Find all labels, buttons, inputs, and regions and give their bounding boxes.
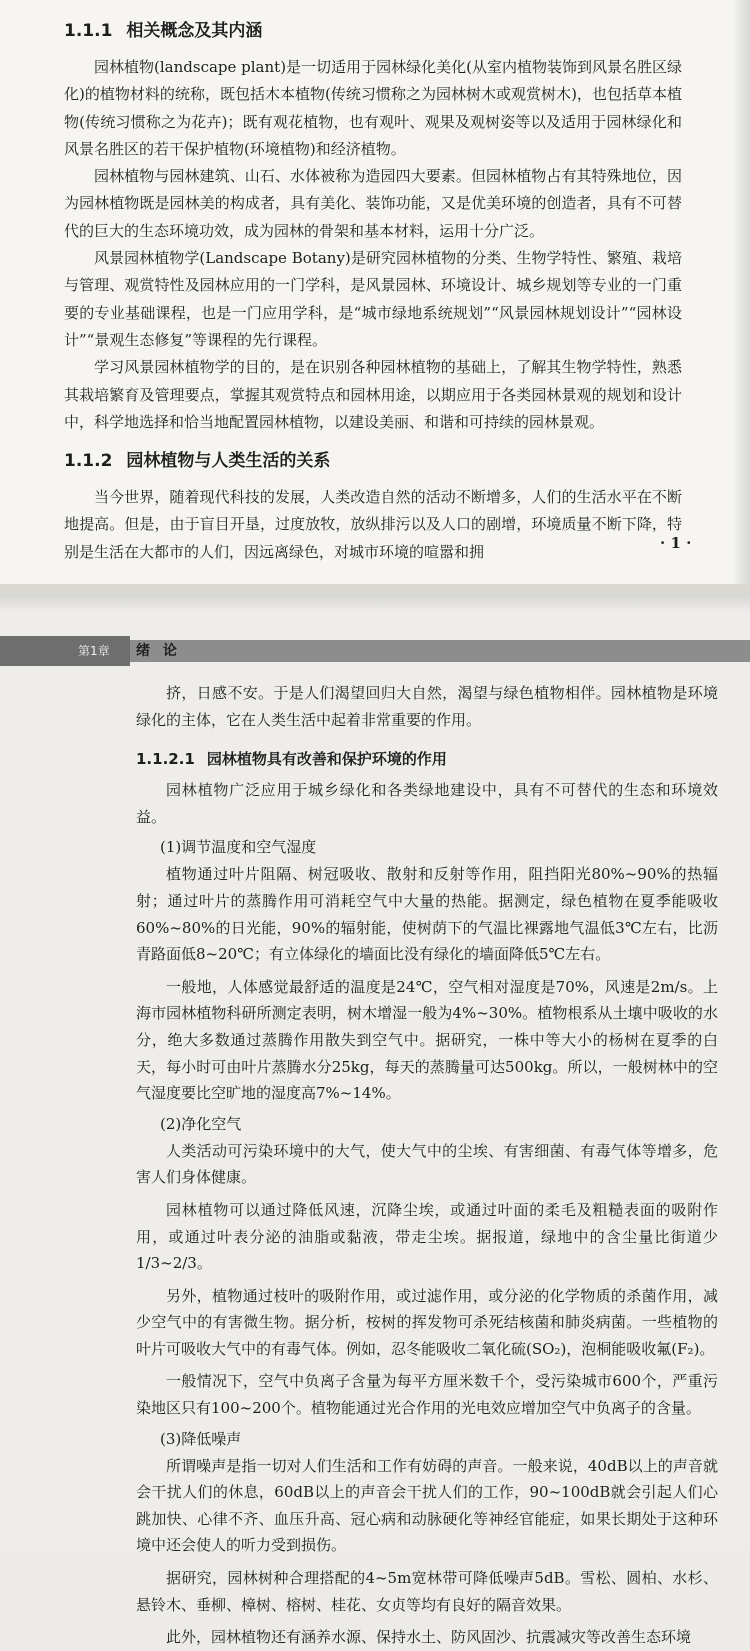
subsection-heading-1-1-2-1 [136, 745, 718, 773]
section-title: 园林植物与人类生活的关系 [126, 451, 331, 472]
section-title: 相关概念及其内涵 [126, 21, 263, 41]
paragraph: 人类活动可污染环境中的大气，使大气中的尘埃、有害细菌、有毒气体等增多，危害人们身体健康。 [136, 1141, 718, 1187]
paragraph: 另外，植物通过枝叶的吸附作用，或过滤作用，或分泌的化学物质的杀菌作用，减少空气中的有害微生物。据分析，桉树的挥发物可杀死结核菌和肺炎病菌。一些植物的叶片可吸收大气中的有毒气体。例如，忍冬能吸收二氧化硫(SO₂)，泡桐能吸收氟(F₂)。 [136, 1286, 718, 1358]
paragraph: 植物通过叶片阻隔、树冠吸收、散射和反射等作用，阻挡阳光80%~90%的热辐射；通过叶片的蒸腾作用可消耗空气中大量的热能。据测定，绿色植物在夏季能吸收60%~80%的日光能，90%的辐射能，使树荫下的气温比裸露地气温低3℃左右，比沥青路面低8~20℃；有立体绿化的墙面比没有绿化的墙面降低5℃左右。 [136, 865, 718, 964]
item-heading-temperature: (1)调节温度和空气湿度 [160, 838, 317, 857]
paragraph: 此外，园林植物还有涵养水源、保持水土、防风固沙、抗震减灾等改善生态环境 [166, 1628, 692, 1647]
paragraph: 一般地，人体感觉最舒适的温度是24℃，空气相对湿度是70%，风速是2m/s。上海市园林植物科研所测定表明，树木增湿一般为4%~30%。植物根系从土壤中吸收的水分，绝大多数通过蒸腾作用散失到空气中。据研究，一株中等大小的杨树在夏季的白天，每小时可由叶片蒸腾水分25kg，每天的蒸腾量可达500kg。所以，一般树林中的空气湿度要比空旷地的湿度高7%~14%。 [136, 977, 718, 1103]
section-heading-1-1-1 [64, 16, 682, 46]
subsection-title: 园林植物具有改善和保护环境的作用 [206, 750, 447, 769]
paragraph: 园林植物与园林建筑、山石、水体被称为造园四大要素。但园林植物占有其特殊地位，因为园林植物既是园林美的构成者，具有美化、装饰功能，又是优美环境的创造者，具有不可替代的巨大的生态环境功效，成为园林的骨架和基本材料，运用十分广泛。 [64, 167, 682, 240]
paragraph: 一般情况下，空气中负离子含量为每平方厘米数千个，受污染城市600个，严重污染地区只有100~200个。植物能通过光合作用的光电效应增加空气中负离子的含量。 [136, 1372, 718, 1418]
paragraph: 园林植物(landscape plant)是一切适用于园林绿化美化(从室内植物装饰到风景名胜区绿化)的植物材料的统称，既包括木本植物(传统习惯称之为园林树木或观赏树木)，也包括草本植物(传统习惯称之为花卉)；既有观花植物，也有观叶、观果及观树姿等以及适用于园林绿化和风景名胜区的若干保护植物(环境植物)和经济植物。 [64, 58, 682, 158]
page-1-content [64, 14, 682, 566]
running-header-title: 绪 论 [136, 643, 181, 659]
paragraph: 据研究，园林树种合理搭配的4~5m宽林带可降低噪声5dB。雪松、圆柏、水杉、悬铃木、垂柳、樟树、榕树、桂花、女贞等均有良好的隔音效果。 [136, 1569, 718, 1614]
item-heading-noise: (3)降低噪声 [160, 1429, 242, 1448]
section-number: 1.1.1 [64, 21, 113, 41]
paragraph: 当今世界，随着现代科技的发展，人类改造自然的活动不断增多，人们的生活水平在不断地提高。但是，由于盲目开垦，过度放牧，放纵排污以及人口的剧增，环境质量不断下降，特别是生活在大都市的人们，因远离绿色，对城市环境的喧嚣和拥 [64, 488, 682, 561]
item-heading-air: (2)净化空气 [160, 1114, 242, 1133]
paragraph: 园林植物广泛应用于城乡绿化和各类绿地建设中，具有不可替代的生态和环境效益。 [136, 781, 718, 826]
paragraph: 挤，日感不安。于是人们渴望回归大自然，渴望与绿色植物相伴。园林植物是环境绿化的主体，它在人类生活中起着非常重要的作用。 [136, 684, 718, 729]
paragraph: 所谓噪声是指一切对人们生活和工作有妨碍的声音。一般来说，40dB以上的声音就会干扰人们的休息，60dB以上的声音会干扰人们的工作，90~100dB就会引起人们心跳加快、心律不齐、血压升高、冠心病和动脉硬化等神经官能症，如果长期处于这种环境中还会使人的听力受到损伤。 [136, 1456, 718, 1555]
page-number: · 1 · [660, 534, 692, 552]
page-2 [0, 594, 750, 1647]
page-2-content [136, 680, 718, 1651]
subsection-number: 1.1.2.1 [136, 750, 195, 769]
running-header-chapter-box [0, 636, 130, 666]
section-heading-1-1-2 [64, 446, 682, 476]
page-gap [0, 584, 750, 594]
running-header-chapter: 第1章 [78, 644, 110, 658]
paragraph: 学习风景园林植物学的目的，是在识别各种园林植物的基础上，了解其生物学特性，熟悉其栽培繁育及管理要点，掌握其观赏特点和园林用途，以期应用于各类园林景观的规划和设计中，科学地选择和恰当地配置园林植物，以建设美丽、和谐和可持续的园林景观。 [64, 358, 682, 431]
section-number: 1.1.2 [64, 451, 113, 472]
paragraph: 风景园林植物学(Landscape Botany)是研究园林植物的分类、生物学特性、繁殖、栽培与管理、观赏特性及园林应用的一门学科，是风景园林、环境设计、城乡规划等专业的一门重要的专业基础课程，也是一门应用学科，是“城市绿地系统规划”“风景园林规划设计”“园林设计”“景观生态修复”等课程的先行课程。 [64, 249, 682, 349]
paragraph: 园林植物可以通过降低风速，沉降尘埃，或通过叶面的柔毛及粗糙表面的吸附作用，或通过叶表分泌的油脂或黏液，带走尘埃。据报道，绿地中的含尘量比街道少1/3~2/3。 [136, 1200, 718, 1273]
page-1 [0, 0, 750, 584]
